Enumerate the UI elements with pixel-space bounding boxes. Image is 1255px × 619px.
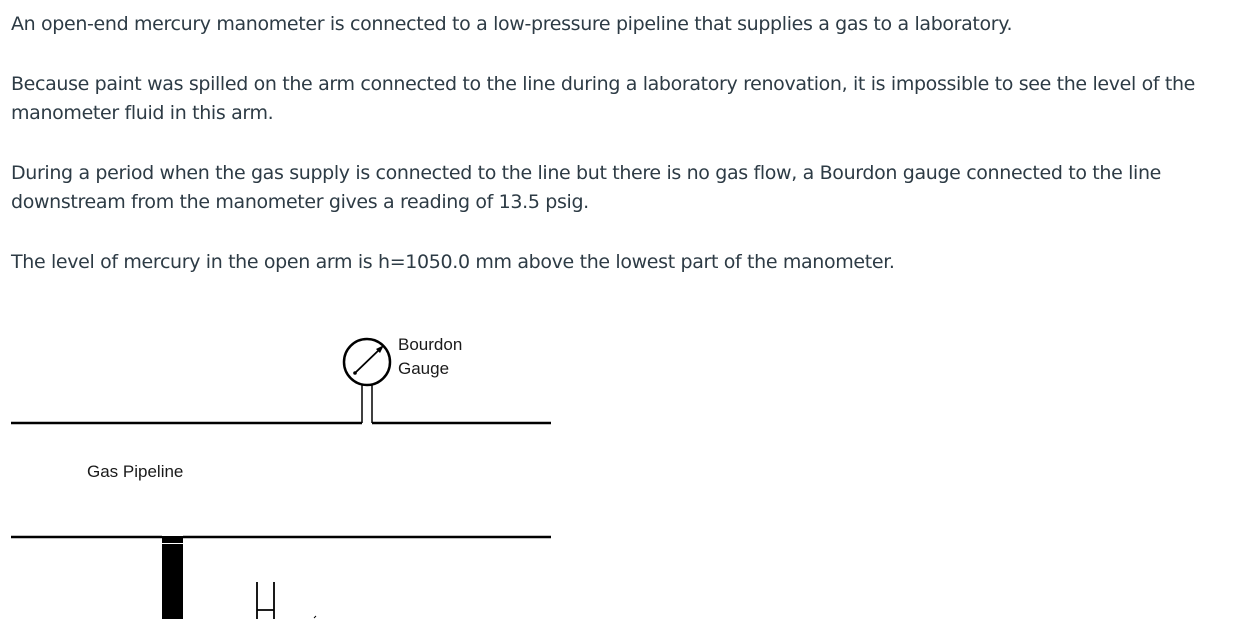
height-marker [257,582,274,619]
paragraph-4: The level of mercury in the open arm is h=1050.0 mm above the lowest part of the manometer. [11,251,895,273]
arm-highlight [162,543,183,544]
tick-mark [314,616,316,618]
paragraph-3: During a period when the gas supply is connected to the line but there is no gas flow, a Bourdon gauge connected to the line downstream from the manometer gives a reading of 13.5 psig. [11,162,1161,213]
painted-manometer-arm [162,536,183,619]
problem-statement [11,10,1236,308]
bourdon-gauge-icon [344,339,390,385]
pipeline-label: Gas Pipeline [87,462,184,481]
gauge-label-line2: Gauge [398,359,450,378]
paragraph-2: Because paint was spilled on the arm connected to the line during a laboratory renovation, it is impossible to see the level of the manometer fluid in this arm. [11,73,1196,124]
gauge-label-line1: Bourdon [398,335,463,354]
paragraph-1: An open-end mercury manometer is connected to a low-pressure pipeline that supplies a gas to a laboratory. [11,13,1013,35]
manometer-diagram [0,300,600,619]
